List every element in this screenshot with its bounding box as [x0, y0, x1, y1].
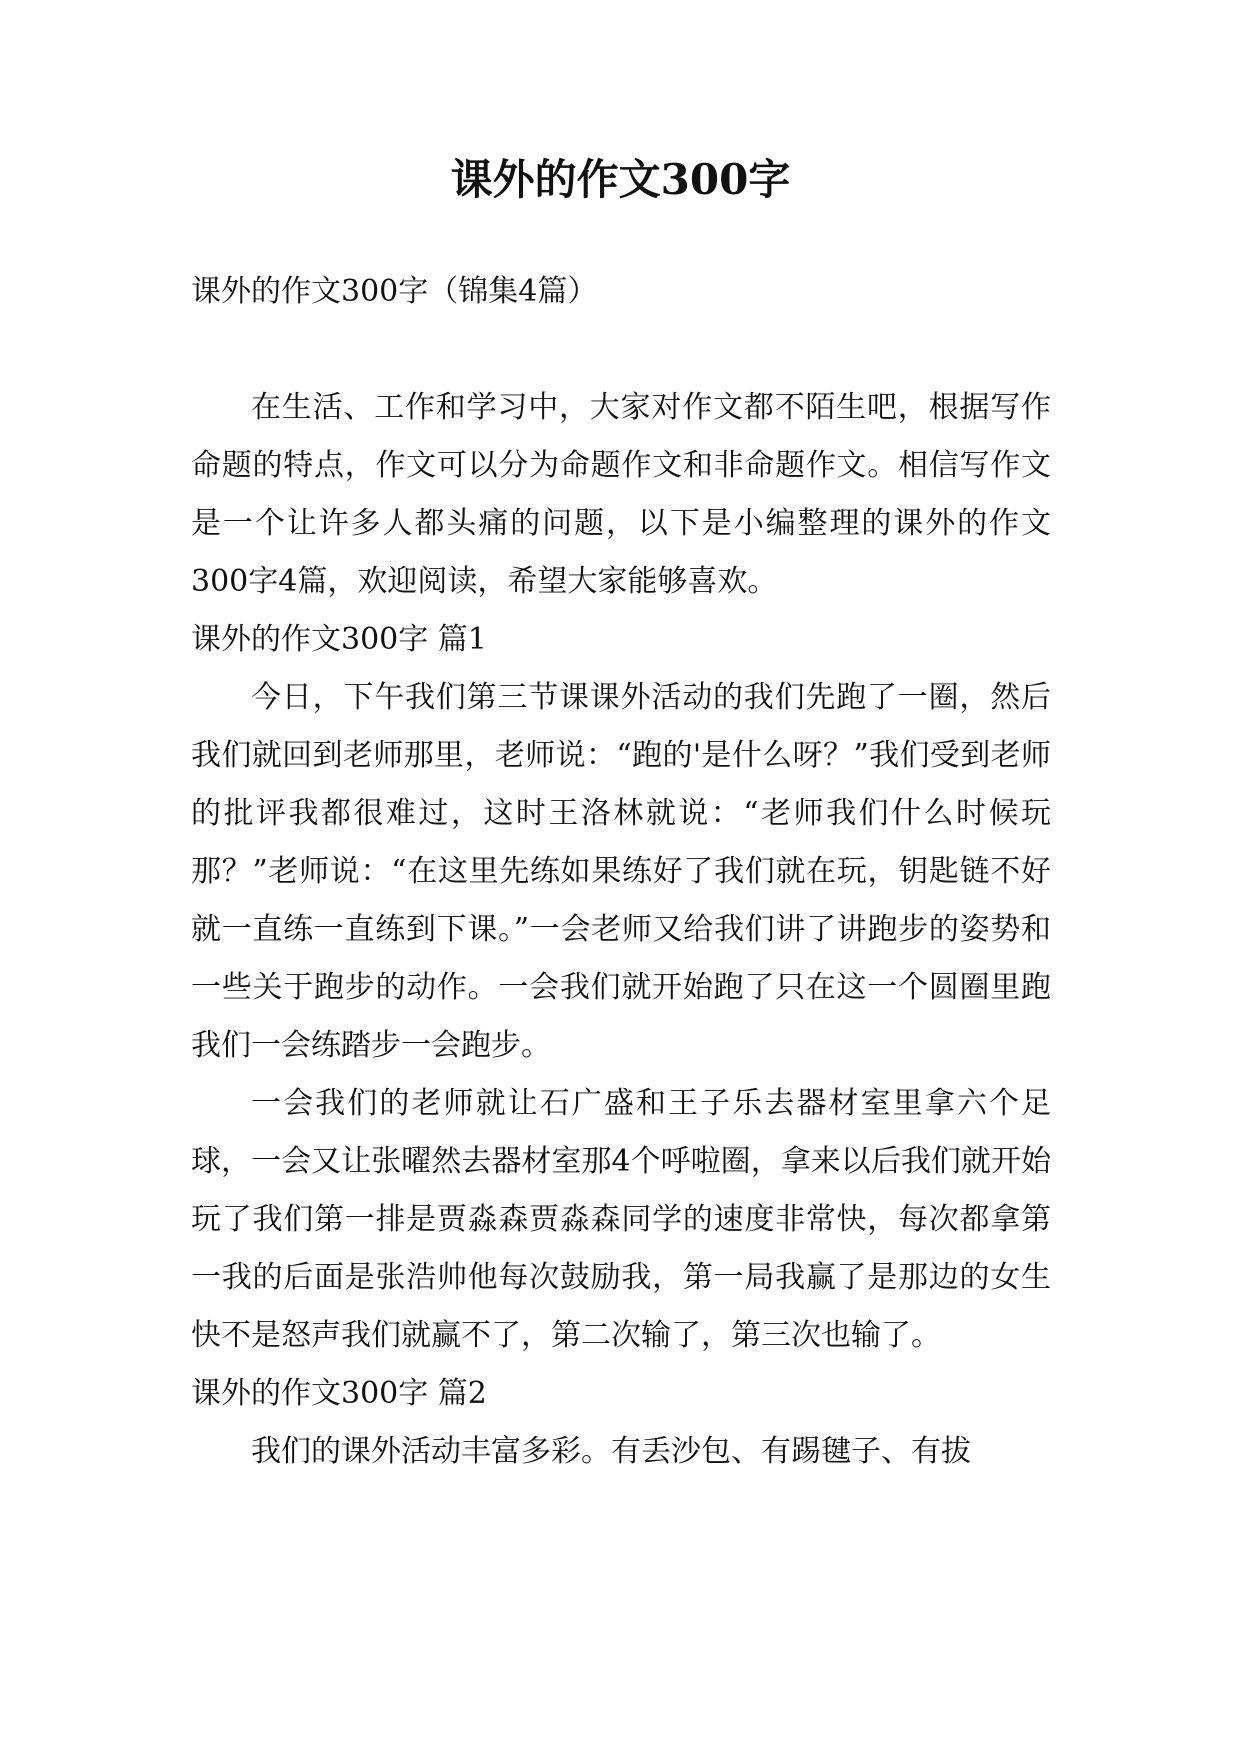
- section-1-paragraph-2: 一会我们的老师就让石广盛和王子乐去器材室里拿六个足球，一会又让张曜然去器材室那4个呼啦圈，拿来以后我们就开始玩了我们第一排是贾淼森贾淼森同学的速度非常快，每次都拿第一我的后面是张浩帅他每次鼓励我，第一局我赢了是那边的女生快不是怒声我们就赢不了，第二次输了，第三次也输了。: [191, 1086, 1051, 1353]
- section-2-paragraph-1: 我们的课外活动丰富多彩。有丢沙包、有踢毽子、有拔: [251, 1434, 971, 1469]
- document-subtitle: 课外的作文300字（锦集4篇）: [191, 274, 598, 309]
- document-body: [191, 263, 1051, 1481]
- section-heading-1: 课外的作文300字 篇1: [191, 622, 487, 657]
- section-heading-2: 课外的作文300字 篇2: [191, 1376, 487, 1411]
- intro-paragraph: 在生活、工作和学习中，大家对作文都不陌生吧，根据写作命题的特点，作文可以分为命题作文和非命题作文。相信写作文是一个让许多人都头痛的问题，以下是小编整理的课外的作文300字4篇，欢迎阅读，希望大家能够喜欢。: [191, 390, 1051, 599]
- document-title: 课外的作文300字: [450, 155, 791, 204]
- section-1-paragraph-1: 今日，下午我们第三节课课外活动的我们先跑了一圈，然后我们就回到老师那里，老师说：“跑的'是什么呀？”我们受到老师的批评我都很难过，这时王洛林就说：“老师我们什么时候玩那？”老师说：“在这里先练如果练好了我们就在玩，钥匙链不好就一直练一直练到下课。”一会老师又给我们讲了讲跑步的姿势和一些关于跑步的动作。一会我们就开始跑了只在这一个圆圈里跑我们一会练踏步一会跑步。: [191, 680, 1051, 1063]
- blank-line: [191, 321, 1051, 379]
